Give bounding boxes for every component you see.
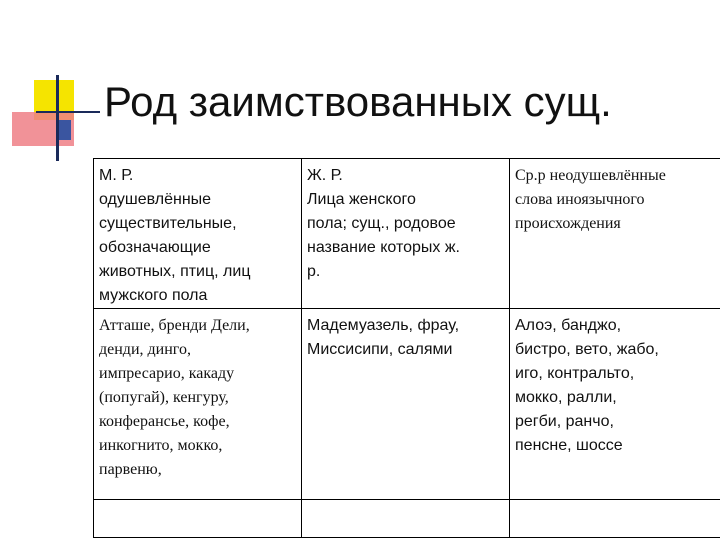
gender-table xyxy=(93,158,720,538)
feminine-header: Ж. Р. Лица женского пола; сущ., родовое название которых ж. р. xyxy=(307,167,460,280)
decor-vertical-line xyxy=(56,75,59,161)
table-cell xyxy=(302,159,510,309)
table-cell xyxy=(302,309,510,500)
table-examples-row xyxy=(94,309,720,500)
table-header-row xyxy=(94,159,720,309)
table-cell xyxy=(94,309,302,500)
table-cell xyxy=(94,159,302,309)
decor-blue-square xyxy=(57,120,71,140)
neuter-header: Ср.р неодушевлённые слова иноязычного происхождения xyxy=(515,167,666,232)
table-cell xyxy=(510,309,720,500)
neuter-examples: Алоэ, банджо, бистро, вето, жабо, иго, контральто, мокко, ралли, регби, ранчо, пенсне, шоссе xyxy=(515,317,659,454)
slide-title: Род заимствованных сущ. xyxy=(104,78,612,125)
table-cell xyxy=(510,500,720,538)
feminine-examples: Мадемуазель, фрау, Миссисипи, салями xyxy=(307,317,460,358)
masculine-header: М. Р. одушевлённые существительные, обозначающие животных, птиц, лиц мужского пола xyxy=(99,167,251,304)
table-empty-row xyxy=(94,500,720,538)
decor-horizontal-line xyxy=(36,111,100,113)
masculine-examples: Атташе, бренди Дели, денди, динго, импресарио, какаду (попугай), кенгуру, конферансье, кофе, инкогнито, мокко, парвеню, xyxy=(99,317,250,478)
table-cell xyxy=(510,159,720,309)
table-cell xyxy=(94,500,302,538)
table-cell xyxy=(302,500,510,538)
